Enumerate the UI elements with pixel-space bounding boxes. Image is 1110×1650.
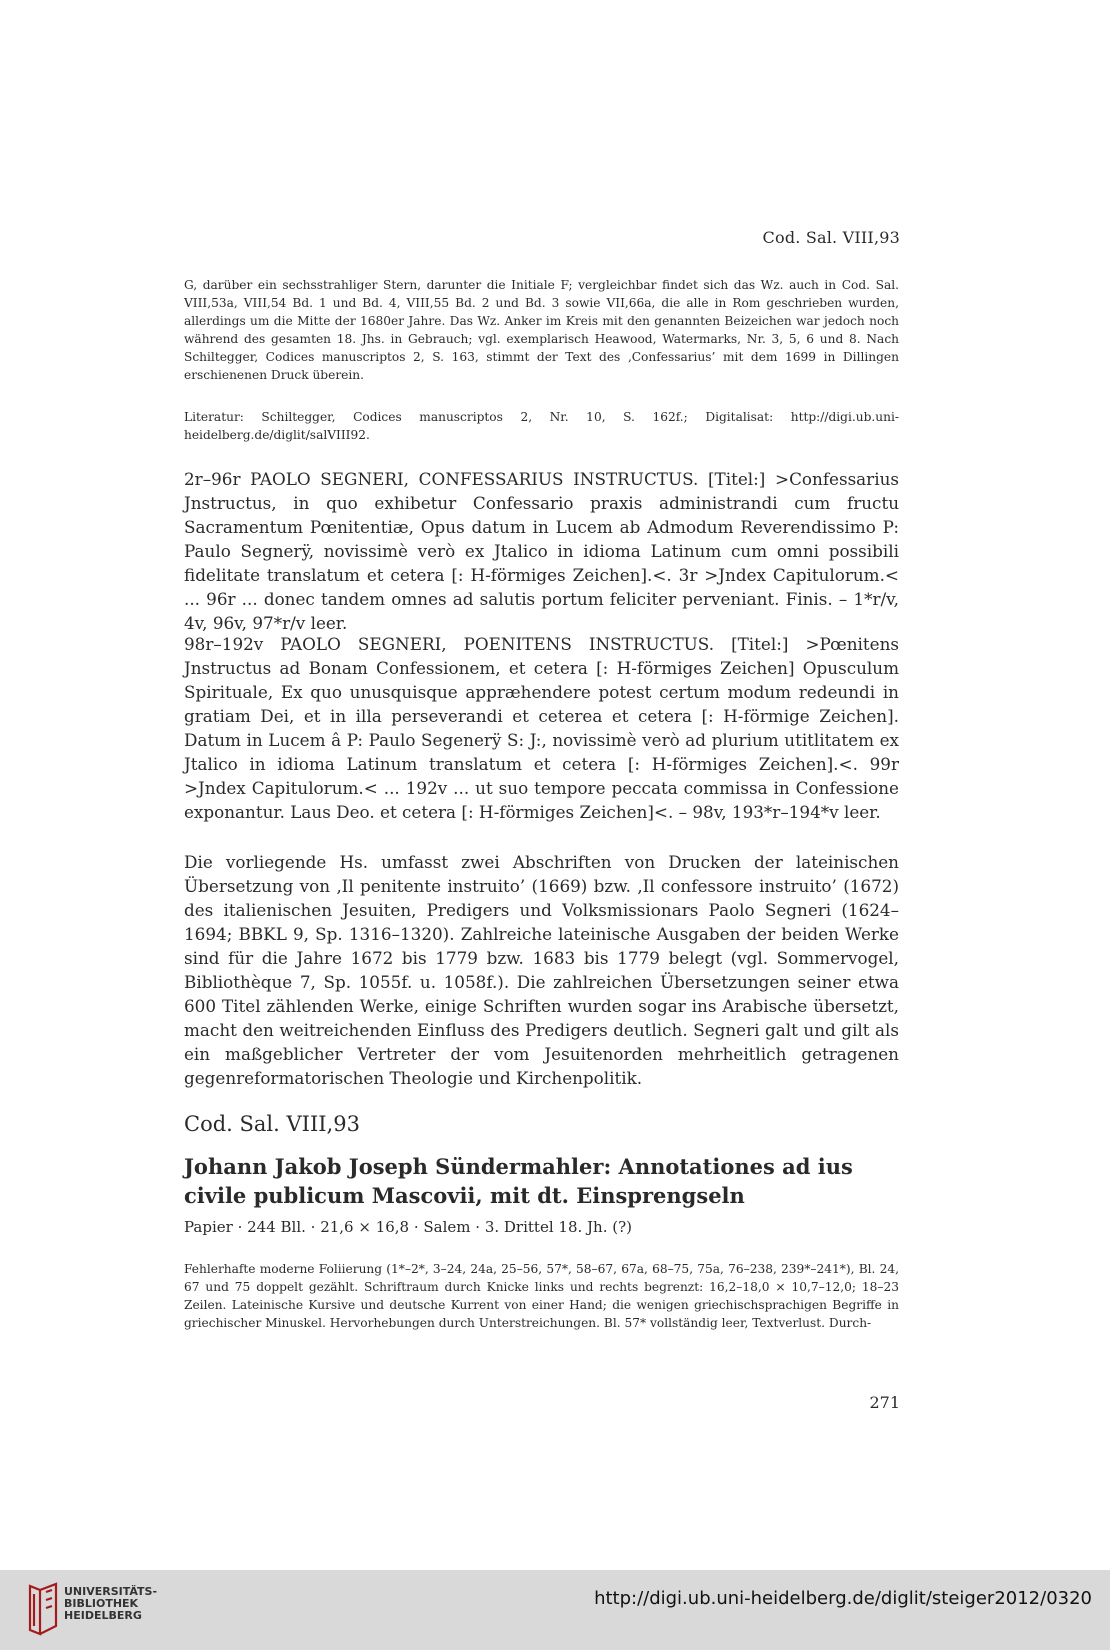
- library-line-3: HEIDELBERG: [64, 1609, 142, 1622]
- page-number: 271: [869, 1393, 900, 1412]
- codex-meta: Papier · 244 Bll. · 21,6 × 16,8 · Salem · 3. Drittel 18. Jh. (?): [184, 1218, 632, 1236]
- entry-poenitens: [184, 632, 899, 824]
- watermark-note-text: G, darüber ein sechsstrahliger Stern, darunter die Initiale F; vergleichbar findet sich das Wz. auch in Cod. Sal. VIII,53a, VIII,54 Bd. 1 und Bd. 4, VIII,55 Bd. 2 und Bd. 3 sowie VII,66a, die alle in Rom geschrieben wurden, allerdings um die Mitte der 1680er Jahre. Das Wz. Anker im Kreis mit den genannten Beizeichen war jedoch noch während des gesamten 18. Jhs. in Gebrauch; vgl. exemplarisch Heawood, Watermarks, Nr. 3, 5, 6 und 8. Nach Schiltegger, Codices manuscriptos 2, S. 163, stimmt der Text des ‚Confessarius’ mit dem 1699 in Dillingen erschienenen Druck überein.: [184, 278, 899, 382]
- commentary-text: Die vorliegende Hs. umfasst zwei Abschriften von Drucken der lateinischen Übersetzung von ‚Il penitente instruito’ (1669) bzw. ‚Il confessore instruito’ (1672) des italienischen Jesuiten, Predigers und Volksmissionars Paolo Segneri (1624–1694; BBKL 9, Sp. 1316–1320). Zahlreiche lateinische Ausgaben der beiden Werke sind für die Jahre 1672 bis 1779 bzw. 1683 bis 1779 belegt (vgl. Sommervogel, Bibliothèque 7, Sp. 1055f. u. 1058f.). Die zahlreichen Übersetzungen seiner etwa 600 Titel zählenden Werke, einige Schriften wurden sogar ins Arabische übersetzt, macht den weitreichenden Einfluss des Predigers deutlich. Segneri galt und gilt als ein maßgeblicher Vertreter der vom Jesuitenorden mehrheitlich getragenen gegenreformatorischen Theologie und Kirchenpolitik.: [184, 852, 899, 1088]
- entry-confessarius: [184, 467, 899, 635]
- footer-bar: [0, 1570, 1110, 1650]
- source-url-link[interactable]: http://digi.ub.uni-heidelberg.de/diglit/steiger2012/0320: [594, 1588, 1092, 1609]
- library-line-1: UNIVERSITÄTS-: [64, 1585, 158, 1598]
- entry-poenitens-text: 98r–192v PAOLO SEGNERI, POENITENS INSTRUCTUS. [Titel:] >Pœnitens Jnstructus ad Bonam Confessionem, et cetera [: H-förmiges Zeichen] Opusculum Spirituale, Ex quo unusquisque appræhendere potest certum modum redeundi in gratiam Dei, et in illa perseverandi et ceterea et cetera [: H-förmige Zeichen]. Datum in Lucem â P: Paulo Segenerÿ S: J:, novissimè verò ad plurium utitlitatem ex Jtalico in idioma Latinum translatum et cetera [: H-förmiges Zeichen].<. 99r >Jndex Capitulorum.< ... 192v ... ut suo tempore peccata commissa in Confessione exponantur. Laus Deo. et cetera [: H-förmiges Zeichen]<. – 98v, 193*r–194*v leer.: [184, 634, 899, 822]
- running-head: Cod. Sal. VIII,93: [762, 228, 900, 247]
- foliation-note-text: Fehlerhafte moderne Foliierung (1*–2*, 3–24, 24a, 25–56, 57*, 58–67, 67a, 68–75, 75a, 76–238, 239*–241*), Bl. 24, 67 und 75 doppelt gezählt. Schriftraum durch Knicke links und rechts begrenzt: 16,2–18,0 × 10,7–12,0; 18–23 Zeilen. Lateinische Kursive und deutsche Kurrent von einer Hand; die wenigen griechischsprachigen Begriffe in griechischer Minuskel. Hervorhebungen durch Unterstreichungen. Bl. 57* vollständig leer, Textverlust. Durch-: [184, 1262, 899, 1330]
- library-name: [64, 1586, 157, 1622]
- literature-note-text: Literatur: Schiltegger, Codices manuscriptos 2, Nr. 10, S. 162f.; Digitalisat: http://digi.ub.uni-heidelberg.de/diglit/salVIII92.: [184, 410, 899, 442]
- entry-confessarius-text: 2r–96r PAOLO SEGNERI, CONFESSARIUS INSTRUCTUS. [Titel:] >Confessarius Jnstructus, in quo exhibetur Confessario praxis administrandi cum fructu Sacramentum Pœnitentiæ, Opus datum in Lucem ab Admodum Reverendissimo P: Paulo Segnerÿ, novissimè verò ex Jtalico in idioma Latinum cum omni possibili fidelitate translatum et cetera [: H-förmiges Zeichen].<. 3r >Jndex Capitulorum.< ... 96r ... donec tandem omnes ad salutis portum feliciter perveniant. Finis. – 1*r/v, 4v, 96v, 97*r/v leer.: [184, 469, 899, 633]
- library-line-2: BIBLIOTHEK: [64, 1597, 139, 1610]
- library-logo-icon: [26, 1580, 62, 1636]
- watermark-note: [184, 276, 899, 384]
- foliation-note: [184, 1260, 899, 1332]
- codex-heading: Cod. Sal. VIII,93: [184, 1112, 360, 1136]
- codex-title: Johann Jakob Joseph Sündermahler: Annotationes ad ius civile publicum Mascovii, mit dt. Einsprengseln: [184, 1154, 853, 1208]
- literature-note: [184, 408, 899, 444]
- commentary-paragraph: [184, 850, 899, 1090]
